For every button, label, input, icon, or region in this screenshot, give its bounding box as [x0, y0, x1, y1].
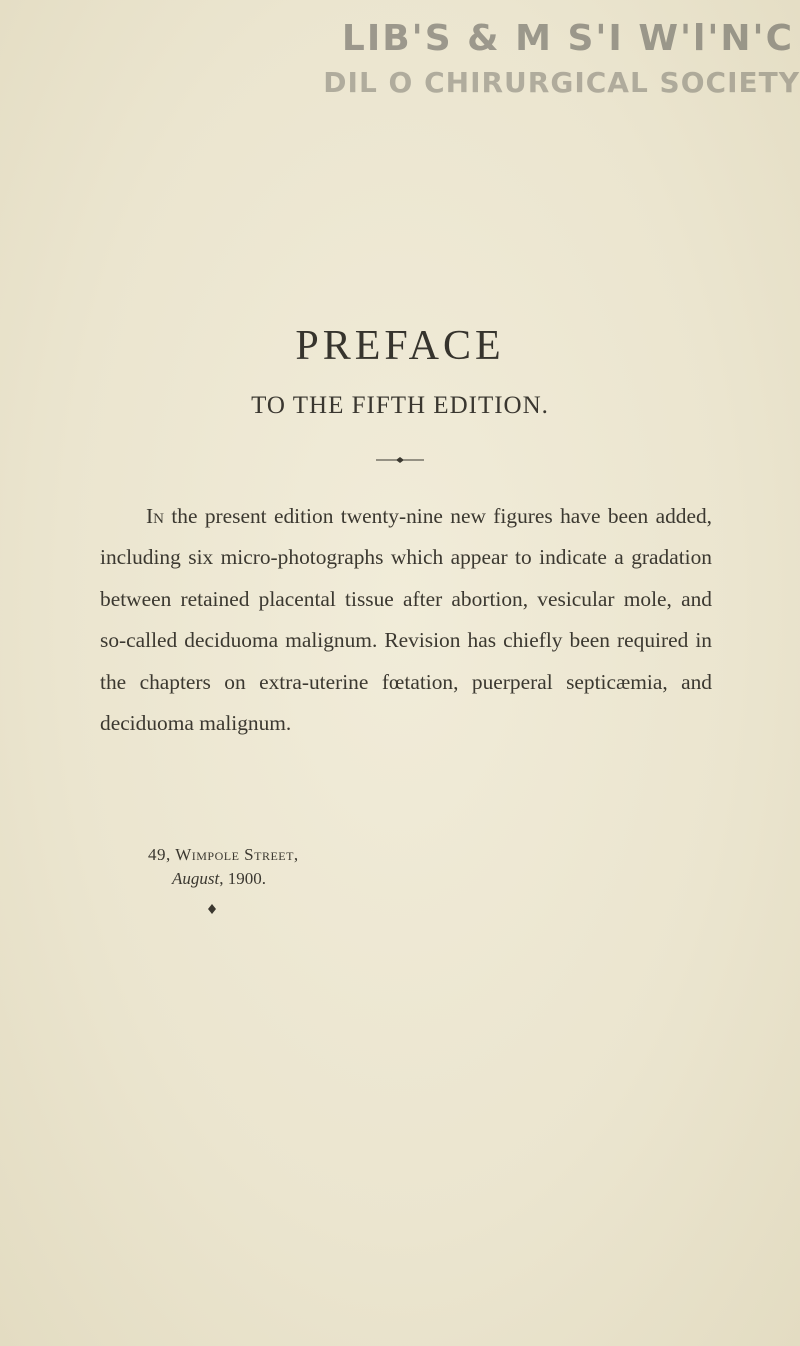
signature-address: 49, Wimpole Street,	[148, 845, 299, 864]
signature-year: , 1900.	[219, 869, 266, 888]
library-stamp-line-2: DIL O CHIRURGICAL SOCIETY	[323, 66, 800, 99]
divider-ornament	[0, 451, 800, 469]
library-stamp-line-1: LIB'S & M S'I W'l'N'C	[341, 18, 794, 59]
ink-blot-icon	[207, 904, 217, 914]
signature-month: August	[172, 869, 220, 888]
paragraph-text: the present edition twenty-nine new figures have been added, including six micro-photographs which appear to indicate a gradation between retained placental tissue after abortion, vesicular mole, and so-called deciduoma malignum. Revision has chiefly been required in the chapters on extra-uterine fœtation, puerperal septicæmia, and deciduoma malignum.	[100, 504, 712, 736]
paragraph-lead-word: In	[146, 504, 164, 528]
preface-paragraph	[100, 496, 712, 744]
library-stamp	[323, 18, 800, 128]
signature-block	[148, 843, 299, 891]
signature-date	[148, 867, 299, 891]
diamond-rule-icon	[376, 456, 424, 464]
page-subtitle: TO THE FIFTH EDITION.	[251, 392, 549, 419]
page-title: PREFACE	[295, 323, 505, 369]
